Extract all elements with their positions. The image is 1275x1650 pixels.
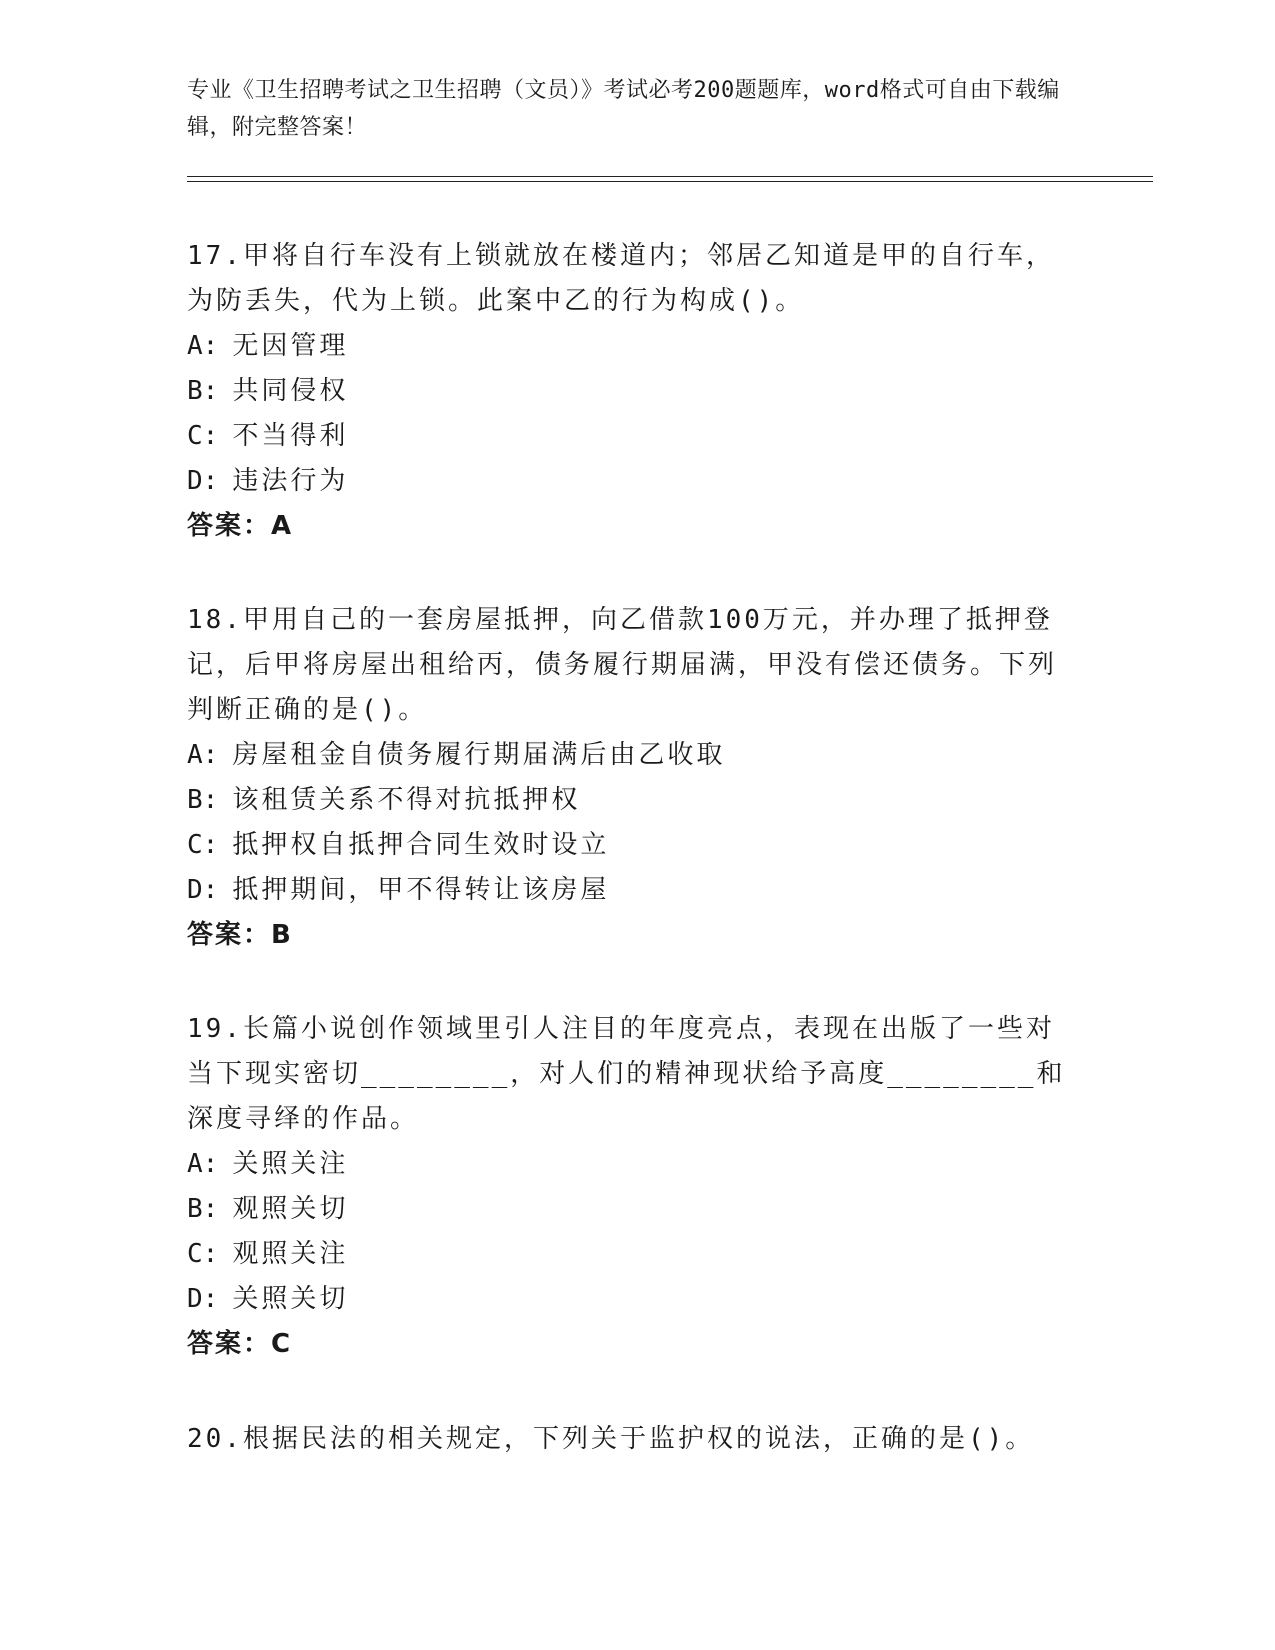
option-c	[187, 823, 1067, 868]
option-c	[187, 1232, 1067, 1277]
option-b	[187, 778, 1067, 823]
answer: 答案：C	[187, 1329, 293, 1359]
question-stem: 20.根据民法的相关规定，下列关于监护权的说法，正确的是()。	[187, 1424, 1035, 1454]
question-18	[187, 598, 1067, 958]
option-text: 关照关注	[232, 1149, 349, 1179]
option-text: 共同侵权	[232, 376, 349, 406]
option-label: B:	[187, 785, 219, 815]
option-text: 不当得利	[232, 421, 349, 451]
question-17	[187, 234, 1067, 549]
option-c	[187, 414, 1067, 459]
option-label: B:	[187, 1194, 219, 1224]
option-text: 违法行为	[232, 466, 349, 496]
option-a	[187, 1142, 1067, 1187]
question-stem: 17.甲将自行车没有上锁就放在楼道内；邻居乙知道是甲的自行车，为防丢失，代为上锁。此案中乙的行为构成()。	[187, 241, 1055, 316]
option-label: D:	[187, 1284, 219, 1314]
question-stem: 18.甲用自己的一套房屋抵押，向乙借款100万元，并办理了抵押登记，后甲将房屋出租给丙，债务履行期届满，甲没有偿还债务。下列判断正确的是()。	[187, 605, 1058, 725]
option-label: A:	[187, 1149, 219, 1179]
option-text: 该租赁关系不得对抗抵押权	[232, 785, 581, 815]
option-text: 观照关切	[232, 1194, 349, 1224]
option-d	[187, 1277, 1067, 1322]
header-rule-bottom	[187, 181, 1153, 182]
option-label: C:	[187, 830, 219, 860]
header-rule-top	[187, 176, 1153, 177]
question-stem: 19.长篇小说创作领域里引人注目的年度亮点，表现在出版了一些对当下现实密切________，对人们的精神现状给予高度________和深度寻绎的作品。	[187, 1014, 1066, 1134]
option-label: B:	[187, 376, 219, 406]
option-label: A:	[187, 331, 219, 361]
document-header: 专业《卫生招聘考试之卫生招聘（文员）》考试必考200题题库，word格式可自由下载编辑，附完整答案！	[187, 78, 1060, 140]
option-text: 关照关切	[232, 1284, 349, 1314]
option-label: C:	[187, 421, 219, 451]
option-a	[187, 733, 1067, 778]
option-text: 房屋租金自债务履行期届满后由乙收取	[232, 740, 726, 770]
question-20	[187, 1417, 1067, 1462]
option-b	[187, 369, 1067, 414]
option-d	[187, 868, 1067, 913]
answer: 答案：A	[187, 511, 294, 541]
option-text: 无因管理	[232, 331, 349, 361]
answer: 答案：B	[187, 920, 293, 950]
option-label: C:	[187, 1239, 219, 1269]
option-text: 抵押权自抵押合同生效时设立	[232, 830, 610, 860]
option-a	[187, 324, 1067, 369]
option-b	[187, 1187, 1067, 1232]
option-text: 观照关注	[232, 1239, 349, 1269]
option-text: 抵押期间，甲不得转让该房屋	[232, 875, 610, 905]
option-d	[187, 459, 1067, 504]
option-label: A:	[187, 740, 219, 770]
option-label: D:	[187, 875, 219, 905]
question-19	[187, 1007, 1067, 1367]
option-label: D:	[187, 466, 219, 496]
